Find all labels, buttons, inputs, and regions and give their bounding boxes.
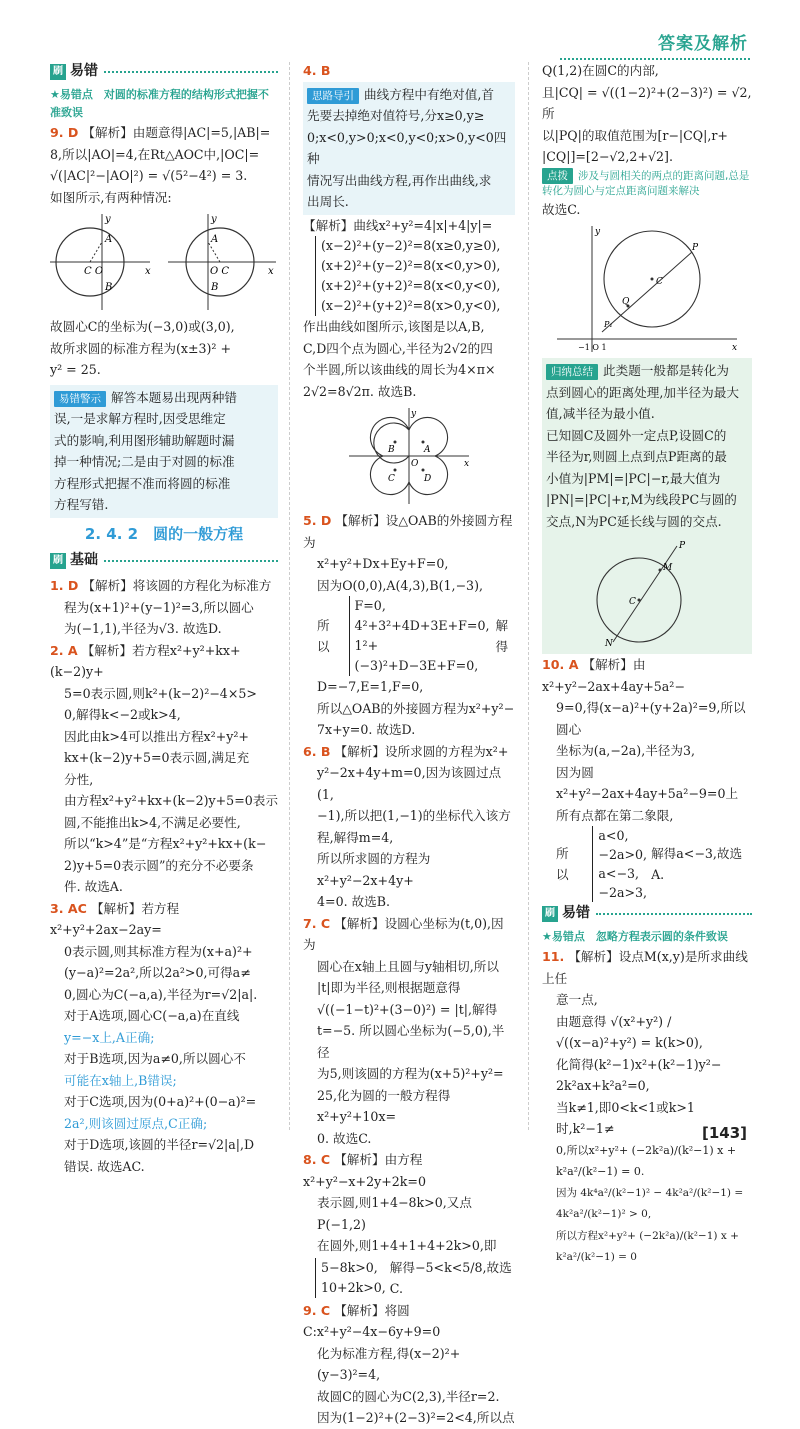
case-line: 1²+(−3)²+D−3E+F=0,	[354, 638, 479, 673]
text-line: |PN|=|PC|+r,M为线段PC与圆的	[546, 492, 737, 507]
svg-text:C: C	[388, 474, 395, 484]
text-line: 所以△OAB的外接圆方程为x²+y²−	[317, 700, 515, 716]
svg-text:B: B	[211, 282, 219, 293]
question-number: 6. B	[303, 743, 331, 759]
text-line: 已知圆C及圆外一定点P,设圆C的	[546, 427, 727, 443]
text-line: 可能在x轴上,B错误;	[64, 1072, 177, 1088]
text-line: 【解析】若方程x²+y²+kx+(k−2)y+	[50, 642, 241, 679]
text-line: 故选C.	[542, 201, 581, 217]
text-line: 出周长.	[307, 194, 349, 209]
text-line: 2)y+5=0表示圆”的充分不必要条	[64, 857, 254, 873]
section-label: 基础	[70, 552, 98, 569]
text-line: 解得a<−3,故选A.	[651, 845, 743, 882]
inequality-system	[315, 1258, 386, 1298]
svg-text:x: x	[732, 343, 738, 353]
question-9c	[303, 1300, 515, 1429]
svg-text:P₁: P₁	[604, 320, 613, 329]
question-number: 2. A	[50, 642, 78, 658]
svg-text:y: y	[411, 409, 417, 419]
case-line: (x−2)²+(y+2)²=8(x>0,y<0),	[321, 298, 501, 313]
question-8	[303, 1149, 515, 1300]
question-3	[50, 898, 278, 1178]
column-divider	[528, 62, 529, 1130]
text-line: kx+(k−2)y+5=0表示圆,满足充	[64, 750, 250, 765]
text-line: 对于A选项,圆心C(−a,a)在直线	[64, 1008, 240, 1023]
section-jichu	[50, 551, 278, 571]
svg-text:A: A	[105, 234, 113, 245]
text-line: 0. 故选C.	[317, 1130, 372, 1146]
text-line: 因为O(0,0),A(4,3),B(1,−3),	[317, 577, 483, 593]
case-line: (x+2)²+(y+2)²=8(x<0,y<0),	[321, 278, 501, 293]
question-2	[50, 640, 278, 898]
text-line: 所以	[556, 845, 569, 882]
page-header	[0, 0, 800, 60]
text-line: 以|PQ|的取值范围为[r−|CQ|,r+	[542, 127, 728, 143]
equation-system	[349, 596, 490, 676]
case-line: a<0,	[598, 828, 629, 843]
section-yicuo	[50, 62, 278, 82]
text-line: 【解析】将圆C:x²+y²−4x−6y+9=0	[303, 1302, 441, 1339]
text-line: y² = 25.	[50, 362, 101, 377]
text-line: 故圆C的圆心为C(2,3),半径r=2.	[317, 1388, 500, 1404]
text-line: Q(1,2)在圆C的内部,	[542, 63, 659, 78]
text-line: 2a²,则该圆过原点,C正确;	[64, 1115, 208, 1131]
svg-text:O: O	[411, 459, 419, 469]
text-line: 坐标为(a,−2a),半径为3,	[556, 743, 695, 758]
summary-box	[542, 358, 752, 654]
column-divider	[289, 62, 290, 1130]
section-dots	[596, 913, 752, 915]
text-line: 曲线方程中有绝对值,首	[364, 86, 494, 102]
text-line: y=−x上,A正确;	[64, 1029, 155, 1045]
text-line: 方程写错.	[54, 497, 109, 512]
text-line: 表示圆,则1+4−8k>0,又点P(−1,2)	[317, 1195, 472, 1232]
svg-text:C: C	[656, 277, 663, 287]
text-line: C,D四个点为圆心,半径为2√2的四	[303, 340, 493, 356]
question-11	[542, 946, 752, 1269]
error-warning-box	[50, 385, 278, 518]
svg-text:Q: Q	[622, 297, 630, 307]
text-line: 作出曲线如图所示,该图是以A,B,	[303, 319, 485, 334]
text-line: 对于B选项,因为a≠0,所以圆心不	[64, 1051, 246, 1066]
text-line: 【解析】由方程x²+y²−x+2y+2k=0	[303, 1152, 426, 1189]
section-badge: 刷	[542, 906, 558, 922]
section-badge: 刷	[50, 553, 66, 569]
text-line: 意一点,	[556, 992, 598, 1007]
piecewise-cases	[315, 236, 515, 316]
text-line: 对于D选项,该圆的半径r=√2|a|,D	[64, 1137, 255, 1152]
svg-text:B: B	[105, 282, 113, 293]
text-line: 4=0. 故选B.	[317, 894, 391, 909]
text-line: 5=0表示圆,则k²+(k−2)²−4×5>	[64, 685, 257, 701]
error-point: ★易错点 忽略方程表示圆的条件致误	[542, 930, 728, 943]
svg-text:B: B	[388, 445, 395, 455]
case-line: a<−3,	[598, 866, 640, 881]
text-line: |CQ|]=[2−√2,2+√2].	[542, 149, 673, 164]
text-line: 解得	[495, 617, 509, 654]
text-line: 【解析】若方程x²+y²+2ax−2ay=	[50, 900, 180, 937]
svg-text:x: x	[464, 459, 470, 469]
text-line: 对于C选项,因为(0+a)²+(0−a)²=	[64, 1094, 257, 1109]
subsection-title: 2. 4. 2 圆的一般方程	[84, 524, 244, 543]
text-line: 由题意得 √(x²+y²) / √((x−a)²+y²) = k(k>0),	[556, 1013, 703, 1050]
case-line: 4²+3²+4D+3E+F=0,	[354, 618, 490, 633]
system-row	[303, 596, 515, 676]
text-line: 如图所示,有两种情况:	[50, 189, 172, 205]
two-circles-figure	[50, 212, 278, 312]
text-line: (y−a)²=2a²,所以2a²>0,可得a≠	[64, 965, 251, 980]
summary-tag: 归纳总结	[546, 364, 598, 380]
svg-text:x: x	[145, 266, 151, 277]
svg-text:C: C	[629, 597, 636, 607]
text-line: 在圆外,则1+4+1+4+2k>0,即	[317, 1238, 497, 1253]
text-line: 2√2=8√2π. 故选B.	[303, 383, 417, 399]
question-4	[303, 60, 515, 506]
text-line: 故所求圆的标准方程为(x±3)² +	[50, 340, 232, 356]
text-line: 个半圆,所以该曲线的周长为4×π×	[303, 362, 496, 377]
text-line: 【解析】设△OAB的外接圆方程为	[303, 513, 513, 550]
section-label: 易错	[70, 63, 98, 80]
text-line: 0,解得k<−2或k>4,	[64, 707, 181, 722]
text-line: 式的影响,利用图形辅助解题时漏	[54, 432, 235, 448]
text-line: 此类题一般都是转化为	[603, 363, 729, 378]
question-9	[50, 122, 278, 381]
text-line: 误,一是求解方程时,因受思维定	[54, 411, 226, 426]
question-number: 5. D	[303, 513, 332, 528]
text-line: 因为 4k⁴a²/(k²−1)² − 4k²a²/(k²−1) = 4k²a²/(k²−1)² > 0,	[556, 1186, 744, 1220]
tip-text: 涉及与圆相关的两点的距离问题,总是转化为圆心与定点距离问题来解决	[542, 169, 750, 197]
svg-text:A: A	[211, 234, 219, 245]
case-line: F=0,	[354, 598, 386, 613]
system-row	[303, 1257, 515, 1300]
question-number: 4. B	[303, 63, 331, 78]
text-line: 且|CQ| = √((1−2)²+(2−3)²) = √2,所	[542, 84, 752, 121]
question-number: 10. A	[542, 657, 579, 672]
column-right	[542, 60, 752, 1269]
text-line: 方程形式把握不准而将圆的标准	[54, 475, 231, 491]
text-line: 小值为|PM|=|PC|−r,最大值为	[546, 470, 721, 486]
svg-text:y: y	[211, 214, 217, 225]
text-line: 因此由k>4可以推出方程x²+y²+	[64, 728, 249, 744]
tip-note	[542, 168, 752, 199]
case-line: −2a>0,	[598, 847, 648, 862]
text-line: 分性,	[64, 771, 94, 787]
text-line: 交点,N为PC延长线与圆的交点.	[546, 513, 722, 529]
text-line: 由方程x²+y²+kx+(k−2)y+5=0表示	[64, 793, 278, 808]
text-line: 25,化为圆的一般方程得x²+y²+10x=	[317, 1087, 451, 1124]
circle-pq-figure	[552, 224, 742, 354]
question-number: 3. AC	[50, 900, 87, 916]
circle-pmn-figure	[577, 536, 717, 648]
header-title: 答案及解析	[658, 34, 748, 54]
text-line: √(|AC|²−|AO|²) = √(5²−4²) = 3.	[50, 168, 248, 183]
guide-tag: 思路导引	[307, 88, 359, 104]
text-line: 【解析】设圆心坐标为(t,0),因为	[303, 915, 504, 952]
svg-text:O C: O C	[210, 266, 230, 277]
svg-text:A: A	[424, 445, 431, 455]
circle-right-figure	[168, 214, 276, 310]
tip-tag: 点拨	[542, 168, 573, 184]
circle-left-figure	[50, 214, 151, 310]
question-6	[303, 741, 515, 913]
section-label: 易错	[562, 905, 590, 922]
text-line: 【解析】由题意得|AC|=5,|AB|=	[82, 125, 271, 140]
text-line: 先要去掉绝对值符号,分x≥0,y≥	[307, 108, 485, 123]
text-line: −1),所以把(1,−1)的坐标代入该方	[317, 808, 511, 823]
four-semicircles-figure	[344, 406, 474, 506]
svg-text:−1 O 1: −1 O 1	[578, 343, 607, 352]
text-line: 为(−1,1),半径为√3. 故选D.	[64, 621, 222, 636]
question-number: 1. D	[50, 578, 79, 593]
text-line: 所以“k>4”是“方程x²+y²+kx+(k−	[64, 836, 267, 851]
text-line: 圆,不能推出k>4,不满足必要性,	[64, 814, 241, 830]
case-line: 5−8k>0,	[321, 1260, 378, 1275]
page-number-value: 143	[708, 1124, 741, 1142]
text-line: √((−1−t)²+(3−0)²) = |t|,解得	[317, 1001, 498, 1017]
text-line: 2k²ax+k²a²=0,	[556, 1078, 650, 1093]
warning-tag: 易错警示	[54, 391, 106, 407]
text-line: 所以所求圆的方程为x²+y²−2x+4y+	[317, 851, 431, 888]
text-line: 圆心在x轴上且圆与y轴相切,所以	[317, 958, 499, 974]
text-line: 当k≠1,即0<k<1或k>1时,k²−1≠	[556, 1099, 695, 1136]
svg-text:P: P	[679, 541, 686, 551]
case-line: (x−2)²+(y−2)²=8(x≥0,y≥0),	[321, 238, 501, 253]
text-line: 值,减半径为最小值.	[546, 406, 655, 421]
question-7	[303, 913, 515, 1150]
text-line: 【解析】将该圆的方程化为标准方	[82, 578, 272, 593]
question-number: 9. C	[303, 1302, 331, 1318]
text-line: 程,解得m=4,	[317, 829, 394, 845]
text-line: 9=0,得(x−a)²+(y+2a)²=9,所以圆心	[556, 700, 746, 737]
text-line: 点到圆心的距离处理,加半径为最大	[546, 384, 739, 400]
text-line: 程为(x+1)²+(y−1)²=3,所以圆心	[64, 599, 254, 615]
page-number: [143]	[702, 1124, 748, 1142]
section-badge: 刷	[50, 64, 66, 80]
question-number: 11.	[542, 949, 565, 964]
text-line: x²+y²+Dx+Ey+F=0,	[317, 556, 449, 571]
text-line: y²−2x+4y+m=0,因为该圆过点(1,	[317, 765, 502, 802]
svg-text:D: D	[424, 474, 432, 484]
text-line: 为5,则该圆的方程为(x+5)²+y²=	[317, 1066, 504, 1081]
text-line: 所有点都在第二象限,	[556, 807, 674, 823]
text-line: 【解析】设点M(x,y)是所求曲线上任	[542, 949, 748, 986]
question-number: 8. C	[303, 1152, 331, 1167]
text-line: 所以	[317, 617, 330, 654]
text-line: 7x+y=0. 故选D.	[317, 722, 416, 737]
svg-text:P: P	[692, 243, 699, 253]
text-line: 情况写出曲线方程,再作出曲线,求	[307, 172, 492, 188]
svg-text:N: N	[605, 639, 613, 648]
case-line: (x+2)²+(y−2)²=8(x<0,y>0),	[321, 258, 501, 273]
text-line: 解答本题易出现两种错	[111, 389, 237, 405]
text-line: 错误. 故选AC.	[64, 1158, 145, 1174]
column-left	[50, 60, 278, 1177]
question-number: 9. D	[50, 125, 79, 140]
question-10	[542, 654, 752, 902]
text-line: 因为(1−2)²+(2−3)²=2<4,所以点	[317, 1410, 515, 1425]
text-line: D=−7,E=1,F=0,	[317, 679, 424, 694]
text-line: 0;x<0,y>0;x<0,y<0;x>0,y<0四种	[307, 129, 507, 166]
text-line: 【解析】由x²+y²−2ax+4ay+5a²−	[542, 657, 685, 694]
text-line: 0表示圆,则其标准方程为(x+a)²+	[64, 943, 253, 959]
system-row	[542, 826, 752, 902]
text-line: 因为圆x²+y²−2ax+4ay+5a²−9=0上	[556, 764, 739, 801]
text-line: 件. 故选A.	[64, 879, 123, 894]
text-line: 0,圆心为C(−a,a),半径为r=√2|a|.	[64, 986, 258, 1002]
svg-text:y: y	[105, 214, 111, 225]
question-1	[50, 575, 278, 640]
text-line: |t|即为半径,则根据题意得	[317, 980, 461, 995]
text-line: 半径为r,则圆上点到点P距离的最	[546, 449, 727, 464]
case-line: 10+2k>0,	[321, 1280, 386, 1295]
text-line: 0,所以x²+y²+ (−2k²a)/(k²−1) x + k²a²/(k²−1) = 0.	[556, 1143, 737, 1178]
error-point: ★易错点 对圆的标准方程的结构形式把握不准致误	[50, 88, 269, 119]
inequality-system	[592, 826, 647, 902]
text-line: 化为标准方程,得(x−2)²+(y−3)²=4,	[317, 1345, 461, 1382]
svg-text:M: M	[663, 563, 673, 573]
text-line: 掉一种情况;二是由于对圆的标准	[54, 454, 235, 469]
text-line: 解得−5<k<5/8,故选C.	[389, 1259, 512, 1296]
section-dots	[104, 560, 278, 562]
column-middle	[303, 60, 515, 1429]
text-line: 8,所以|AO|=4,在Rt△AOC中,|OC|=	[50, 146, 260, 162]
question-number: 7. C	[303, 915, 331, 931]
text-line: 【解析】设所求圆的方程为x²+	[334, 743, 509, 759]
svg-text:y: y	[595, 227, 601, 237]
text-line: 【解析】曲线x²+y²=4|x|+4|y|=	[303, 217, 493, 233]
guide-box	[303, 82, 515, 215]
section-yicuo	[542, 904, 752, 924]
text-line: 所以方程x²+y²+ (−2k²a)/(k²−1) x + k²a²/(k²−1) = 0	[556, 1229, 739, 1263]
svg-text:x: x	[268, 266, 274, 277]
svg-text:C O: C O	[84, 266, 104, 277]
text-line: t=−5. 所以圆心坐标为(−5,0),半径	[317, 1023, 505, 1060]
text-line: 故圆心C的坐标为(−3,0)或(3,0),	[50, 319, 235, 334]
question-5	[303, 510, 515, 741]
text-line: 化简得(k²−1)x²+(k²−1)y²−	[556, 1056, 722, 1072]
case-line: −2a>3,	[598, 885, 648, 900]
section-dots	[104, 71, 278, 73]
